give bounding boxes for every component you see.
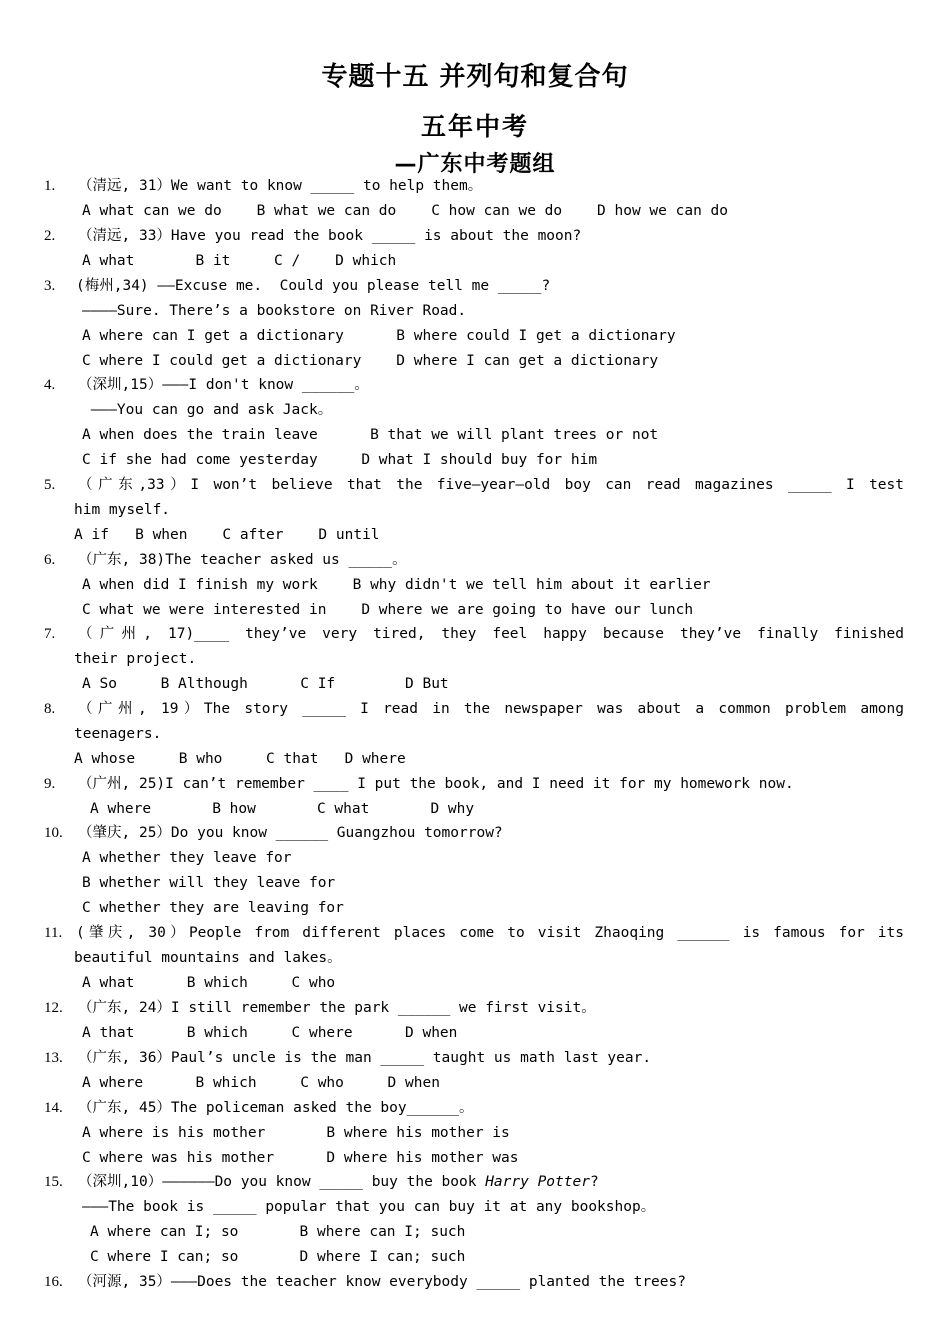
question-number: 13. <box>44 1050 63 1066</box>
question-stem: （河源, 35）———Does the teacher know everybody _____ planted the trees? <box>78 1274 686 1290</box>
question-stem: (梅州,34) ——Excuse me. Could you please tell me _____? <box>76 278 551 294</box>
group-title: —广东中考题组 <box>394 152 556 177</box>
answer-options: C where I could get a dictionary D where I can get a dictionary <box>82 353 659 369</box>
question-number: 12. <box>44 1000 63 1016</box>
question-stem: （广东, 36）Paul’s uncle is the man _____ taught us math last year. <box>78 1050 652 1066</box>
question-stem: （广州, 19）The story _____ I read in the newspaper was about a common problem among <box>78 701 904 717</box>
question-number: 2. <box>44 228 56 244</box>
section-title: 五年中考 <box>420 112 529 141</box>
answer-options: A where is his mother B where his mother is <box>82 1125 510 1141</box>
question-stem-continued: him myself. <box>74 502 171 518</box>
book-title: Harry Potter <box>485 1174 590 1190</box>
question-number: 11. <box>44 925 63 941</box>
question-stem <box>78 1170 599 1194</box>
answer-options: A that B which C where D when <box>82 1025 458 1041</box>
question-number: 3. <box>44 278 56 294</box>
question-number: 4. <box>44 377 56 393</box>
question-number: 7. <box>44 626 56 642</box>
question-number: 16. <box>44 1274 63 1290</box>
question-mark: ? <box>589 1174 599 1190</box>
answer-options: A where B which C who D when <box>82 1075 440 1091</box>
answer-options: C where I can; so D where I can; such <box>90 1249 466 1265</box>
question-stem: （清远, 31）We want to know _____ to help them。 <box>78 178 483 194</box>
answer-options: C where was his mother D where his mother was <box>82 1150 519 1166</box>
answer-options: A what B which C who <box>82 975 336 991</box>
page-title: 专题十五 并列句和复合句 <box>321 62 629 92</box>
question-stem: （广州, 17)____ they’ve very tired, they feel happy because they’ve finally finished <box>78 626 904 642</box>
answer-options: A where can I get a dictionary B where could I get a dictionary <box>82 328 676 344</box>
answer-options: A when does the train leave B that we will plant trees or not <box>82 427 659 443</box>
question-stem: （清远, 33）Have you read the book _____ is about the moon? <box>78 228 582 244</box>
answer-options: A if B when C after D until <box>74 527 380 543</box>
question-number: 1. <box>44 178 56 194</box>
dialogue-reply: ———The book is _____ popular that you can buy it at any bookshop。 <box>82 1199 656 1215</box>
question-stem: （广州, 25)I can’t remember ____ I put the book, and I need it for my homework now. <box>78 776 794 792</box>
dialogue-reply: ———You can go and ask Jack。 <box>82 402 333 418</box>
question-number: 8. <box>44 701 56 717</box>
answer-options: C what we were interested in D where we are going to have our lunch <box>82 602 694 618</box>
question-stem-continued: teenagers. <box>74 726 162 742</box>
question-stem: （肇庆, 25）Do you know ______ Guangzhou tomorrow? <box>78 825 503 841</box>
question-stem: （广东,33）I won’t believe that the five—year—old boy can read magazines _____ I test <box>78 477 904 493</box>
dialogue-reply: ————Sure. There’s a bookstore on River Road. <box>82 303 467 319</box>
answer-option: A whether they leave for <box>82 850 292 866</box>
question-number: 6. <box>44 552 56 568</box>
answer-options: A when did I finish my work B why didn't we tell him about it earlier <box>82 577 711 593</box>
answer-options: A what can we do B what we can do C how can we do D how we can do <box>82 203 729 219</box>
answer-options: A whose B who C that D where <box>74 751 406 767</box>
question-number: 9. <box>44 776 56 792</box>
answer-option: C whether they are leaving for <box>82 900 344 916</box>
question-stem-continued: beautiful mountains and lakes。 <box>74 950 342 966</box>
answer-options: A what B it C / D which <box>82 253 397 269</box>
question-stem: (肇庆, 30）People from different places come to visit Zhaoqing ______ is famous for its <box>76 925 904 941</box>
answer-options: A So B Although C If D But <box>82 676 449 692</box>
question-stem-continued: their project. <box>74 651 197 667</box>
answer-option: B whether will they leave for <box>82 875 336 891</box>
question-stem: （广东, 24）I still remember the park ______ we first visit。 <box>78 1000 596 1016</box>
answer-options: C if she had come yesterday D what I should buy for him <box>82 452 598 468</box>
question-stem: （深圳,15）———I don't know ______。 <box>78 377 369 393</box>
question-stem: （广东, 45）The policeman asked the boy______。 <box>78 1100 474 1116</box>
answer-options: A where B how C what D why <box>90 801 475 817</box>
question-number: 10. <box>44 825 63 841</box>
question-number: 15. <box>44 1174 63 1190</box>
question-stem-text: （深圳,10）——————Do you know _____ buy the book <box>78 1174 486 1190</box>
question-stem: （广东, 38)The teacher asked us _____。 <box>78 552 407 568</box>
answer-options: A where can I; so B where can I; such <box>90 1224 466 1240</box>
question-number: 14. <box>44 1100 63 1116</box>
question-number: 5. <box>44 477 56 493</box>
